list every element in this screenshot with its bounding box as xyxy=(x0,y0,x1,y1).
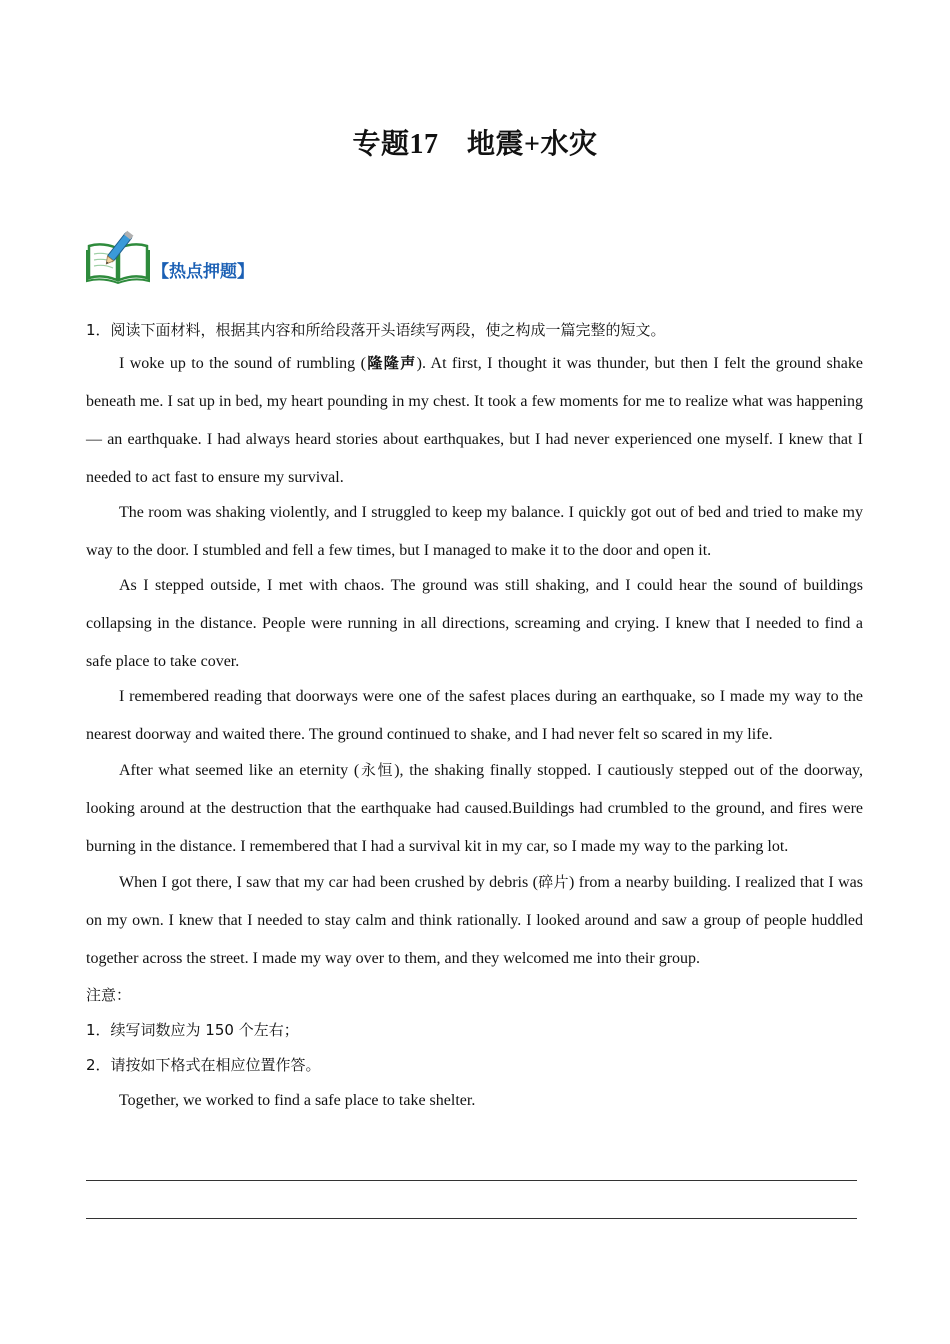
note-item-1: 1．续写词数应为 150 个左右； xyxy=(86,1021,299,1039)
paragraph-5-after: ), the shaking finally stopped. I cautiously stepped out of the doorway, looking around at the destruction that the earthquake had caused.Buildings had crumbled to the ground, and fires were burning in the distance. I remembered that I had a survival kit in my car, so I made my way to the parking lot. xyxy=(86,762,863,855)
note-item-2: 2．请按如下格式在相应位置作答。 xyxy=(86,1056,321,1074)
book-with-pencil-icon xyxy=(86,228,150,284)
lead-sentence: Together, we worked to find a safe place to take shelter. xyxy=(119,1092,476,1109)
paragraph-6-after: ) from a nearby building. I realized that I was on my own. I knew that I needed to stay calm and think rationally. I looked around and saw a group of people huddled together across the street. I made my way over to them, and they welcomed me into their group. xyxy=(86,874,863,967)
paragraph-6-before: When I got there, I saw that my car had been crushed by debris ( xyxy=(119,874,538,891)
gloss-eternity: 永恒 xyxy=(359,761,395,779)
section-header xyxy=(86,224,254,284)
paragraph-3: As I stepped outside, I met with chaos. The ground was still shaking, and I could hear the sound of buildings collapsing in the distance. People were running in all directions, screaming and crying. I knew that I needed to find a safe place to take cover. xyxy=(86,577,863,670)
gloss-rumbling: 隆隆声 xyxy=(365,354,417,372)
note-heading: 注意： xyxy=(86,986,132,1004)
page-title: 专题17 地震+水灾 xyxy=(352,129,598,160)
paragraph-1-after: ). At first, I thought it was thunder, but then I felt the ground shake beneath me. I sat up in bed, my heart pounding in my chest. It took a few moments for me to realize what was happening — an earthquake. I had always heard stories about earthquakes, but I had never experienced one myself. I knew that I needed to act fast to ensure my survival. xyxy=(86,355,863,486)
gloss-debris: 碎片 xyxy=(537,873,570,891)
section-label: 【热点押题】 xyxy=(152,262,254,282)
paragraph-5 xyxy=(86,751,863,866)
paragraph-5-before: After what seemed like an eternity ( xyxy=(119,762,360,779)
passage xyxy=(86,316,863,1118)
answer-line-1[interactable] xyxy=(86,1180,857,1181)
paragraph-1-before: I woke up to the sound of rumbling ( xyxy=(119,355,366,372)
paragraph-2: The room was shaking violently, and I struggled to keep my balance. I quickly got out of bed and tried to make my way to the door. I stumbled and fell a few times, but I managed to make it to the door and open it. xyxy=(86,504,863,559)
paragraph-1 xyxy=(86,344,863,497)
answer-line-2[interactable] xyxy=(86,1218,857,1219)
question-prompt: 1．阅读下面材料，根据其内容和所给段落开头语续写两段，使之构成一篇完整的短文。 xyxy=(86,321,666,339)
paragraph-6 xyxy=(86,863,863,978)
paragraph-4: I remembered reading that doorways were one of the safest places during an earthquake, so I made my way to the nearest doorway and waited there. The ground continued to shake, and I had never felt so scared in my life. xyxy=(86,688,863,743)
